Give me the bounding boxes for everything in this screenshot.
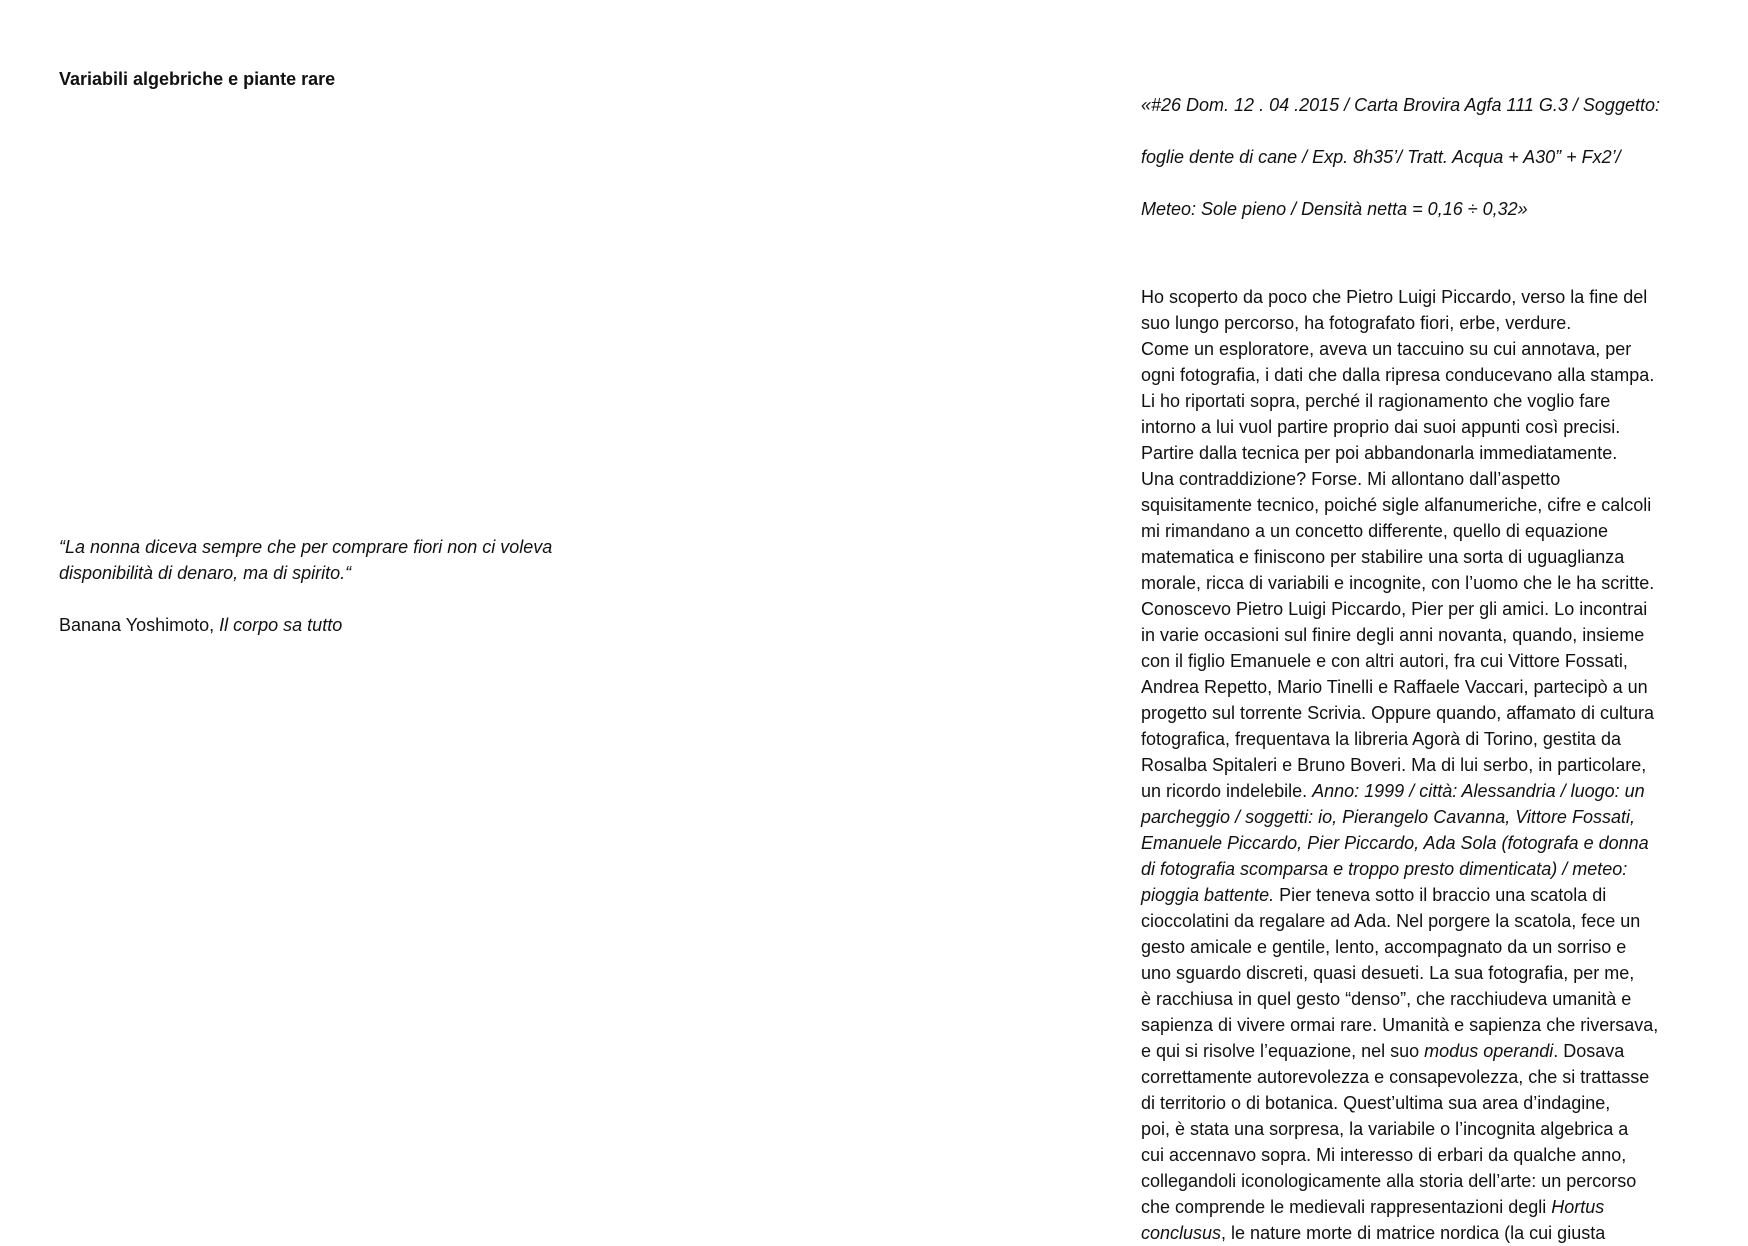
left-page [59,66,619,92]
body-text-line [1141,960,1696,986]
body-text-segment: intorno a lui vuol partire proprio dai suoi appunti così precisi. [1141,417,1621,437]
body-text-italic-segment: di fotografia scomparsa e troppo presto dimenticata) / meteo: [1141,859,1628,879]
body-text-line [1141,310,1696,336]
body-text-segment: e qui si risolve l’equazione, nel suo [1141,1041,1425,1061]
body-text-segment: squisitamente tecnico, poiché sigle alfanumeriche, cifre e calcoli [1141,495,1652,515]
body-text-segment: gesto amicale e gentile, lento, accompagnato da un sorriso e [1141,937,1627,957]
body-text-segment: Andrea Repetto, Mario Tinelli e Raffaele Vaccari, partecipò a un [1141,677,1648,697]
body-text-segment: con il figlio Emanuele e con altri autori, fra cui Vittore Fossati, [1141,651,1628,671]
epigraph-quote-line: “La nonna diceva sempre che per comprare fiori non ci voleva [59,537,553,557]
body-text-segment: cioccolatini da regalare ad Ada. Nel porgere la scatola, fece un [1141,911,1641,931]
body-text-line [1141,544,1696,570]
body-text-segment: matematica e finiscono per stabilire una sorta di uguaglianza [1141,547,1625,567]
body-text-segment: che comprende le medievali rappresentazioni degli [1141,1197,1552,1217]
body-text-segment: Conoscevo Pietro Luigi Piccardo, Pier per gli amici. Lo incontrai [1141,599,1648,619]
body-text-line [1141,674,1696,700]
technical-note-line: foglie dente di cane / Exp. 8h35’/ Tratt. Acqua + A30” + Fx2’/ [1141,147,1621,167]
body-text-line [1141,752,1696,778]
epigraph-quote [59,534,619,586]
body-text-segment: mi rimandano a un concetto differente, quello di equazione [1141,521,1608,541]
body-text-line [1141,414,1696,440]
body-text-line [1141,570,1696,596]
body-text-line [1141,596,1696,622]
body-text-line [1141,1168,1696,1194]
body-text-segment: , le nature morte di matrice nordica (la cui giusta [1221,1223,1606,1243]
technical-note-line: Meteo: Sole pieno / Densità netta = 0,16 ÷ 0,32» [1141,199,1528,219]
body-text-line [1141,700,1696,726]
body-text-segment: Pier teneva sotto il braccio una scatola di [1274,885,1607,905]
body-text-line [1141,882,1696,908]
body-text-line [1141,830,1696,856]
body-text-segment: . Dosava [1553,1041,1625,1061]
body-text-segment: suo lungo percorso, ha fotografato fiori, erbe, verdure. [1141,313,1572,333]
body-text-segment: uno sguardo discreti, quasi desueti. La sua fotografia, per me, [1141,963,1635,983]
body-text-segment: Ho scoperto da poco che Pietro Luigi Piccardo, verso la fine del [1141,287,1648,307]
body-text-line [1141,518,1696,544]
body-text-line [1141,388,1696,414]
body-text-line [1141,440,1696,466]
body-text-segment: fotografica, frequentava la libreria Agorà di Torino, gestita da [1141,729,1621,749]
body-text-line [1141,1142,1696,1168]
body-text-segment: collegandoli iconologicamente alla storia dell’arte: un percorso [1141,1171,1637,1191]
epigraph-quote-line: disponibilità di denaro, ma di spirito.“ [59,563,352,583]
body-text-line [1141,284,1696,310]
epigraph-work-title: Il corpo sa tutto [219,615,343,635]
body-text-segment: poi, è stata una sorpresa, la variabile o l’incognita algebrica a [1141,1119,1629,1139]
body-text-line [1141,778,1696,804]
technical-note-line: «#26 Dom. 12 . 04 .2015 / Carta Brovira Agfa 111 G.3 / Soggetto: [1141,95,1660,115]
body-text-segment: sapienza di vivere ormai rare. Umanità e sapienza che riversava, [1141,1015,1659,1035]
body-text-segment: Una contraddizione? Forse. Mi allontano dall’aspetto [1141,469,1561,489]
body-text-line [1141,1064,1696,1090]
body-text-line [1141,466,1696,492]
body-text [1141,284,1696,1246]
body-text-segment: in varie occasioni sul finire degli anni novanta, quando, insieme [1141,625,1645,645]
body-text-line [1141,1220,1696,1246]
body-text-segment: progetto sul torrente Scrivia. Oppure quando, affamato di cultura [1141,703,1654,723]
body-text-line [1141,1116,1696,1142]
body-text-segment: Partire dalla tecnica per poi abbandonarla immediatamente. [1141,443,1618,463]
body-text-segment: un ricordo indelebile. [1141,781,1313,801]
body-text-line [1141,986,1696,1012]
epigraph [59,534,619,638]
body-text-italic-segment: Emanuele Piccardo, Pier Piccardo, Ada Sola (fotografa e donna [1141,833,1649,853]
body-text-line [1141,908,1696,934]
body-text-italic-segment: conclusus [1141,1223,1222,1243]
epigraph-author: Banana Yoshimoto, [59,615,220,635]
body-text-segment: di territorio o di botanica. Quest’ultima sua area d’indagine, [1141,1093,1611,1113]
body-text-line [1141,362,1696,388]
body-text-line [1141,622,1696,648]
body-text-segment: è racchiusa in quel gesto “denso”, che racchiudeva umanità e [1141,989,1632,1009]
body-text-italic-segment: modus operandi [1424,1041,1554,1061]
body-text-italic-segment: Anno: 1999 / città: Alessandria / luogo: un [1312,781,1645,801]
body-text-segment: morale, ricca di variabili e incognite, con l’uomo che le ha scritte. [1141,573,1655,593]
body-text-italic-segment: pioggia battente. [1141,885,1275,905]
body-text-line [1141,1038,1696,1064]
body-text-line [1141,1090,1696,1116]
body-text-line [1141,1012,1696,1038]
body-text-line [1141,1194,1696,1220]
body-text-segment: Rosalba Spitaleri e Bruno Boveri. Ma di lui serbo, in particolare, [1141,755,1647,775]
body-text-line [1141,804,1696,830]
chapter-title: Variabili algebriche e piante rare [59,69,336,89]
body-text-segment: Come un esploratore, aveva un taccuino su cui annotava, per [1141,339,1632,359]
body-text-segment: correttamente autorevolezza e consapevolezza, che si trattasse [1141,1067,1650,1087]
body-text-line [1141,336,1696,362]
body-text-line [1141,726,1696,752]
body-text-line [1141,856,1696,882]
body-text-segment: cui accennavo sopra. Mi interesso di erbari da qualche anno, [1141,1145,1627,1165]
body-text-italic-segment: Hortus [1551,1197,1605,1217]
body-text-italic-segment: parcheggio / soggetti: io, Pierangelo Cavanna, Vittore Fossati, [1141,807,1635,827]
technical-note [1141,66,1696,222]
epigraph-attribution [59,612,619,638]
body-text-segment: Li ho riportati sopra, perché il ragionamento che voglio fare [1141,391,1611,411]
body-text-line [1141,492,1696,518]
body-text-line [1141,648,1696,674]
right-page [1141,66,1696,1246]
body-text-segment: ogni fotografia, i dati che dalla ripresa conducevano alla stampa. [1141,365,1655,385]
body-text-line [1141,934,1696,960]
